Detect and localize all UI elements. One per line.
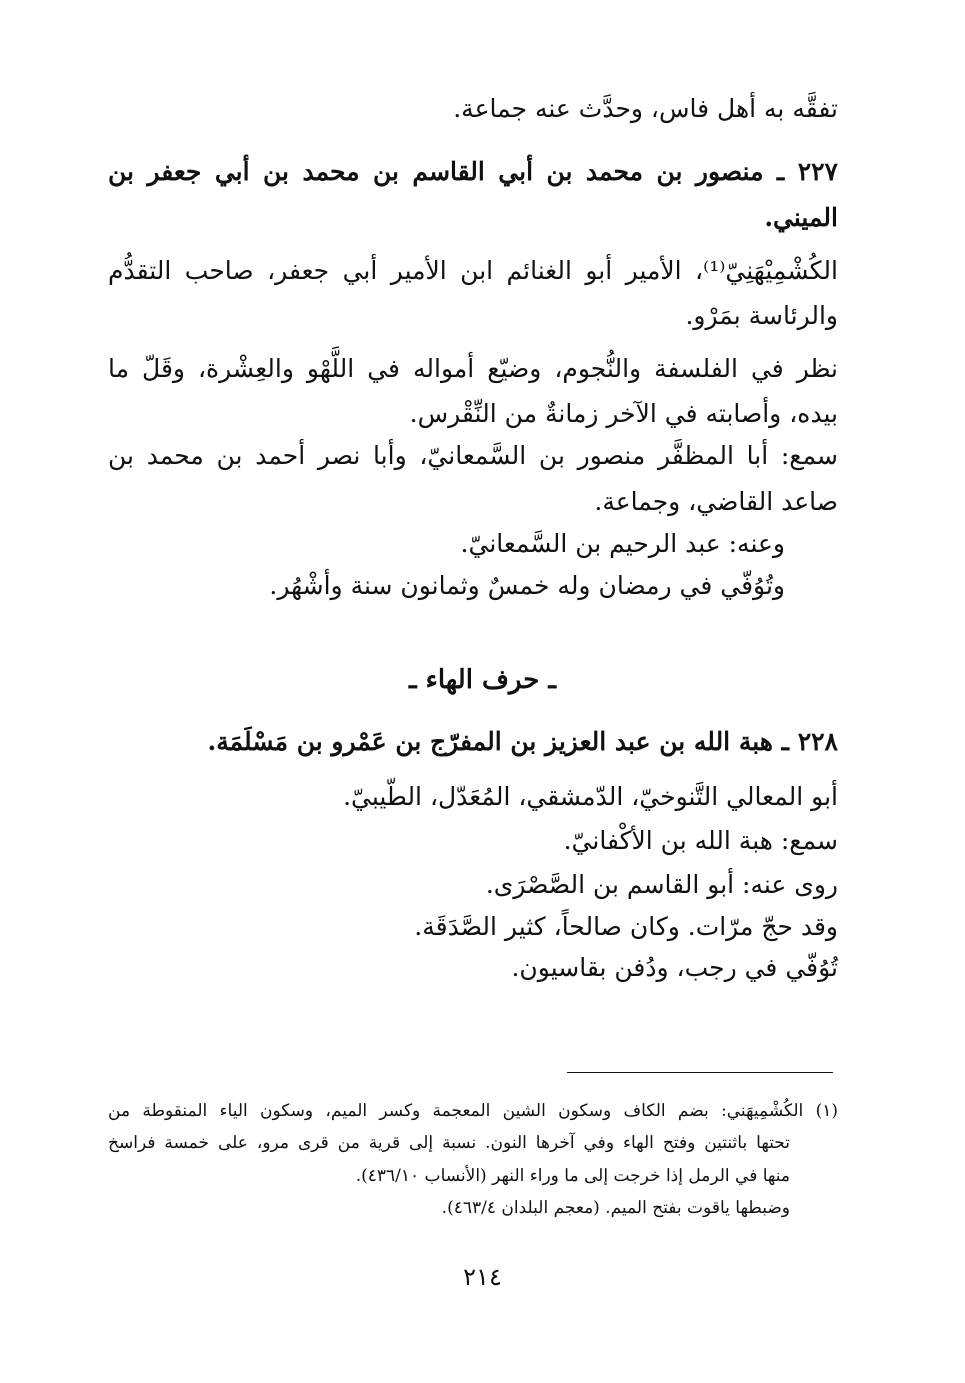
body-line: تفقَّه به أهل فاس، وحدَّث عنه جماعة. [453,94,838,123]
footnote-line: منها في الرمل إذا خرجت إلى ما وراء النهر (الأنساب ٤٣٦/١٠). [355,1166,790,1186]
section-heading: ـ حرف الهاء ـ [408,665,557,695]
body-line: الكُشْمِيْهَنِيّ⁽¹⁾، الأمير أبو الغنائم ابن الأمير أبي جعفر، صاحب التقدُّم [108,256,838,285]
body-line: وعنه: عبد الرحيم بن السَّمعانيّ. [460,529,785,558]
body-line: صاعد القاضي، وجماعة. [594,487,838,516]
body-line: سمع: هبة الله بن الأكْفانيّ. [563,826,838,855]
page-number: ٢١٤ [463,1263,502,1291]
footnote-line: وضبطها ياقوت بفتح الميم. (معجم البلدان ٤٦٣/٤). [441,1198,790,1218]
body-line: سمع: أبا المظفَّر منصور بن السَّمعانيّ، وأبا نصر أحمد بن محمد بن [108,441,838,470]
entry-heading-228: ٢٢٨ ـ هبة الله بن عبد العزيز بن المفرّج بن عَمْرو بن مَسْلَمَة. [207,727,838,756]
body-line: وقد حجّ مرّات. وكان صالحاً، كثير الصَّدَقَة. [414,912,838,941]
body-line: أبو المعالي التَّنوخيّ، الدّمشقي، المُعَدّل، الطّيبيّ. [343,782,838,811]
footnote-divider [567,1072,833,1073]
body-line: روى عنه: أبو القاسم بن الصَّصْرَى. [485,870,838,899]
footnote-line: (١) الكُشْمِيهَني: بضم الكاف وسكون الشين المعجمة وكسر الميم، وسكون الياء المنقوطة من [108,1101,838,1121]
entry-heading-227-cont: الميني. [764,203,838,232]
body-line: نظر في الفلسفة والنُّجوم، وضيّع أمواله في اللَّهْو والعِشْرة، وقَلّ ما [108,354,838,383]
body-line: بيده، وأصابته في الآخر زمانةٌ من النِّقْرس. [409,399,838,428]
body-line: تُوُفّي في رجب، ودُفن بقاسيون. [511,953,838,982]
footnote-line: تحتها باثنتين وفتح الهاء وفي آخرها النون. نسبة إلى قرية من قرى مرو، على خمسة فراسخ [108,1133,790,1153]
body-line: والرئاسة بمَرْو. [685,301,838,330]
entry-heading-227: ٢٢٧ ـ منصور بن محمد بن أبي القاسم بن محمد بن أبي جعفر بن [108,157,838,186]
body-line: وتُوُفّي في رمضان وله خمسٌ وثمانون سنة وأشْهُر. [269,571,785,600]
